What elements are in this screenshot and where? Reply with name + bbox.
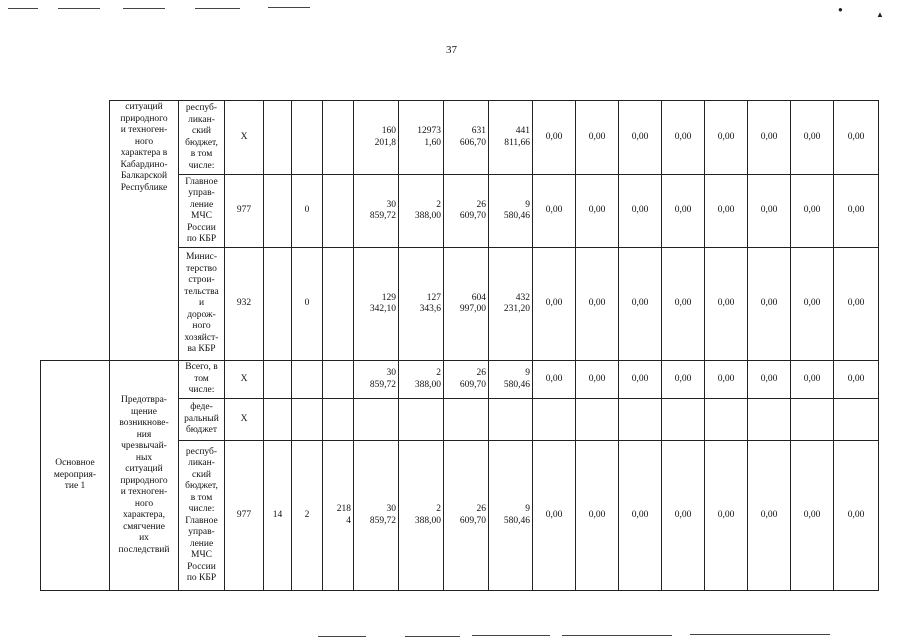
- zero-cell: 0,00: [791, 441, 834, 591]
- zero-cell: [834, 399, 879, 441]
- value-cell: 30 859,72: [354, 441, 399, 591]
- value-cell: 604 997,00: [444, 248, 489, 361]
- zero-cell: 0,00: [834, 361, 879, 399]
- zero-cell: [576, 399, 619, 441]
- grbs-cell: X: [225, 101, 264, 175]
- grbs-cell: 977: [225, 175, 264, 248]
- measure-cell: Предотвра- щение возникнове- ния чрезвычай- ных ситуаций природного и техноген- ного характера, смягчение их последствий: [110, 361, 179, 591]
- value-cell: 2 388,00: [399, 361, 444, 399]
- csr-cell: [323, 175, 354, 248]
- zero-cell: 0,00: [834, 441, 879, 591]
- pr-cell: 0: [292, 175, 323, 248]
- zero-cell: 0,00: [576, 441, 619, 591]
- zero-cell: [619, 399, 662, 441]
- zero-cell: 0,00: [834, 175, 879, 248]
- zero-cell: [748, 399, 791, 441]
- value-cell: 9 580,46: [489, 441, 533, 591]
- pr-cell: [292, 399, 323, 441]
- zero-cell: [533, 399, 576, 441]
- value-cell: 441 811,66: [489, 101, 533, 175]
- zero-cell: 0,00: [791, 361, 834, 399]
- budget-table: [40, 100, 879, 591]
- value-cell: 9 580,46: [489, 361, 533, 399]
- grbs-cell: 977: [225, 441, 264, 591]
- zero-cell: 0,00: [834, 248, 879, 361]
- pr-cell: [292, 101, 323, 175]
- zero-cell: 0,00: [619, 101, 662, 175]
- value-cell: 26 609,70: [444, 441, 489, 591]
- source-cell: Главное управ- ление МЧС России по КБР: [179, 175, 225, 248]
- scan-mark: ●: [838, 5, 843, 14]
- value-cell: 9 580,46: [489, 175, 533, 248]
- zero-cell: [705, 399, 748, 441]
- value-cell: 12973 1,60: [399, 101, 444, 175]
- zero-cell: 0,00: [748, 248, 791, 361]
- zero-cell: 0,00: [748, 441, 791, 591]
- name-cell: [41, 101, 110, 361]
- zero-cell: [791, 399, 834, 441]
- source-cell: феде- ральный бюджет: [179, 399, 225, 441]
- zero-cell: 0,00: [662, 175, 705, 248]
- grbs-cell: X: [225, 361, 264, 399]
- value-cell: [399, 399, 444, 441]
- value-cell: 2 388,00: [399, 175, 444, 248]
- zero-cell: 0,00: [791, 175, 834, 248]
- source-cell: респуб- ликан- ский бюджет, в том числе: Главное управ- ление МЧС России по КБР: [179, 441, 225, 591]
- table-row: [41, 361, 879, 399]
- value-cell: [489, 399, 533, 441]
- zero-cell: 0,00: [705, 101, 748, 175]
- value-cell: 432 231,20: [489, 248, 533, 361]
- zero-cell: 0,00: [662, 441, 705, 591]
- table-row: [41, 101, 879, 175]
- zero-cell: 0,00: [619, 441, 662, 591]
- zero-cell: [662, 399, 705, 441]
- zero-cell: 0,00: [705, 175, 748, 248]
- page-number: 37: [446, 44, 457, 56]
- zero-cell: 0,00: [662, 248, 705, 361]
- zero-cell: 0,00: [662, 361, 705, 399]
- value-cell: 30 859,72: [354, 175, 399, 248]
- value-cell: [444, 399, 489, 441]
- pr-cell: [292, 361, 323, 399]
- scan-mark: ▲: [876, 10, 884, 19]
- value-cell: 26 609,70: [444, 361, 489, 399]
- zero-cell: 0,00: [533, 361, 576, 399]
- zero-cell: 0,00: [705, 441, 748, 591]
- zero-cell: 0,00: [576, 361, 619, 399]
- rz-cell: [264, 248, 292, 361]
- zero-cell: 0,00: [834, 101, 879, 175]
- zero-cell: 0,00: [791, 248, 834, 361]
- rz-cell: [264, 399, 292, 441]
- rz-cell: [264, 361, 292, 399]
- value-cell: 26 609,70: [444, 175, 489, 248]
- value-cell: 160 201,8: [354, 101, 399, 175]
- csr-cell: [323, 101, 354, 175]
- rz-cell: [264, 101, 292, 175]
- source-cell: Всего, в том числе:: [179, 361, 225, 399]
- grbs-cell: X: [225, 399, 264, 441]
- value-cell: 129 342,10: [354, 248, 399, 361]
- zero-cell: 0,00: [791, 101, 834, 175]
- source-cell: Минис- терство строи- тельства и дорож- ного хозяйст- ва КБР: [179, 248, 225, 361]
- zero-cell: 0,00: [662, 101, 705, 175]
- name-cell: Основное мероприя- тие 1: [41, 361, 110, 591]
- source-cell: респуб- ликан- ский бюджет, в том числе:: [179, 101, 225, 175]
- zero-cell: 0,00: [533, 441, 576, 591]
- zero-cell: 0,00: [533, 175, 576, 248]
- zero-cell: 0,00: [533, 101, 576, 175]
- csr-cell: [323, 361, 354, 399]
- value-cell: 631 606,70: [444, 101, 489, 175]
- rz-cell: [264, 175, 292, 248]
- measure-cell: ситуаций природного и техноген- ного характера в Кабардино- Балкарской Республике: [110, 101, 179, 361]
- zero-cell: 0,00: [619, 361, 662, 399]
- grbs-cell: 932: [225, 248, 264, 361]
- value-cell: 127 343,6: [399, 248, 444, 361]
- zero-cell: 0,00: [576, 175, 619, 248]
- csr-cell: [323, 399, 354, 441]
- zero-cell: 0,00: [576, 101, 619, 175]
- zero-cell: 0,00: [705, 248, 748, 361]
- zero-cell: 0,00: [748, 101, 791, 175]
- zero-cell: 0,00: [619, 175, 662, 248]
- pr-cell: 2: [292, 441, 323, 591]
- csr-cell: [323, 248, 354, 361]
- value-cell: [354, 399, 399, 441]
- pr-cell: 0: [292, 248, 323, 361]
- zero-cell: 0,00: [533, 248, 576, 361]
- zero-cell: 0,00: [748, 175, 791, 248]
- rz-cell: 14: [264, 441, 292, 591]
- zero-cell: 0,00: [576, 248, 619, 361]
- value-cell: 2 388,00: [399, 441, 444, 591]
- csr-cell: 218 4: [323, 441, 354, 591]
- zero-cell: 0,00: [748, 361, 791, 399]
- zero-cell: 0,00: [705, 361, 748, 399]
- zero-cell: 0,00: [619, 248, 662, 361]
- value-cell: 30 859,72: [354, 361, 399, 399]
